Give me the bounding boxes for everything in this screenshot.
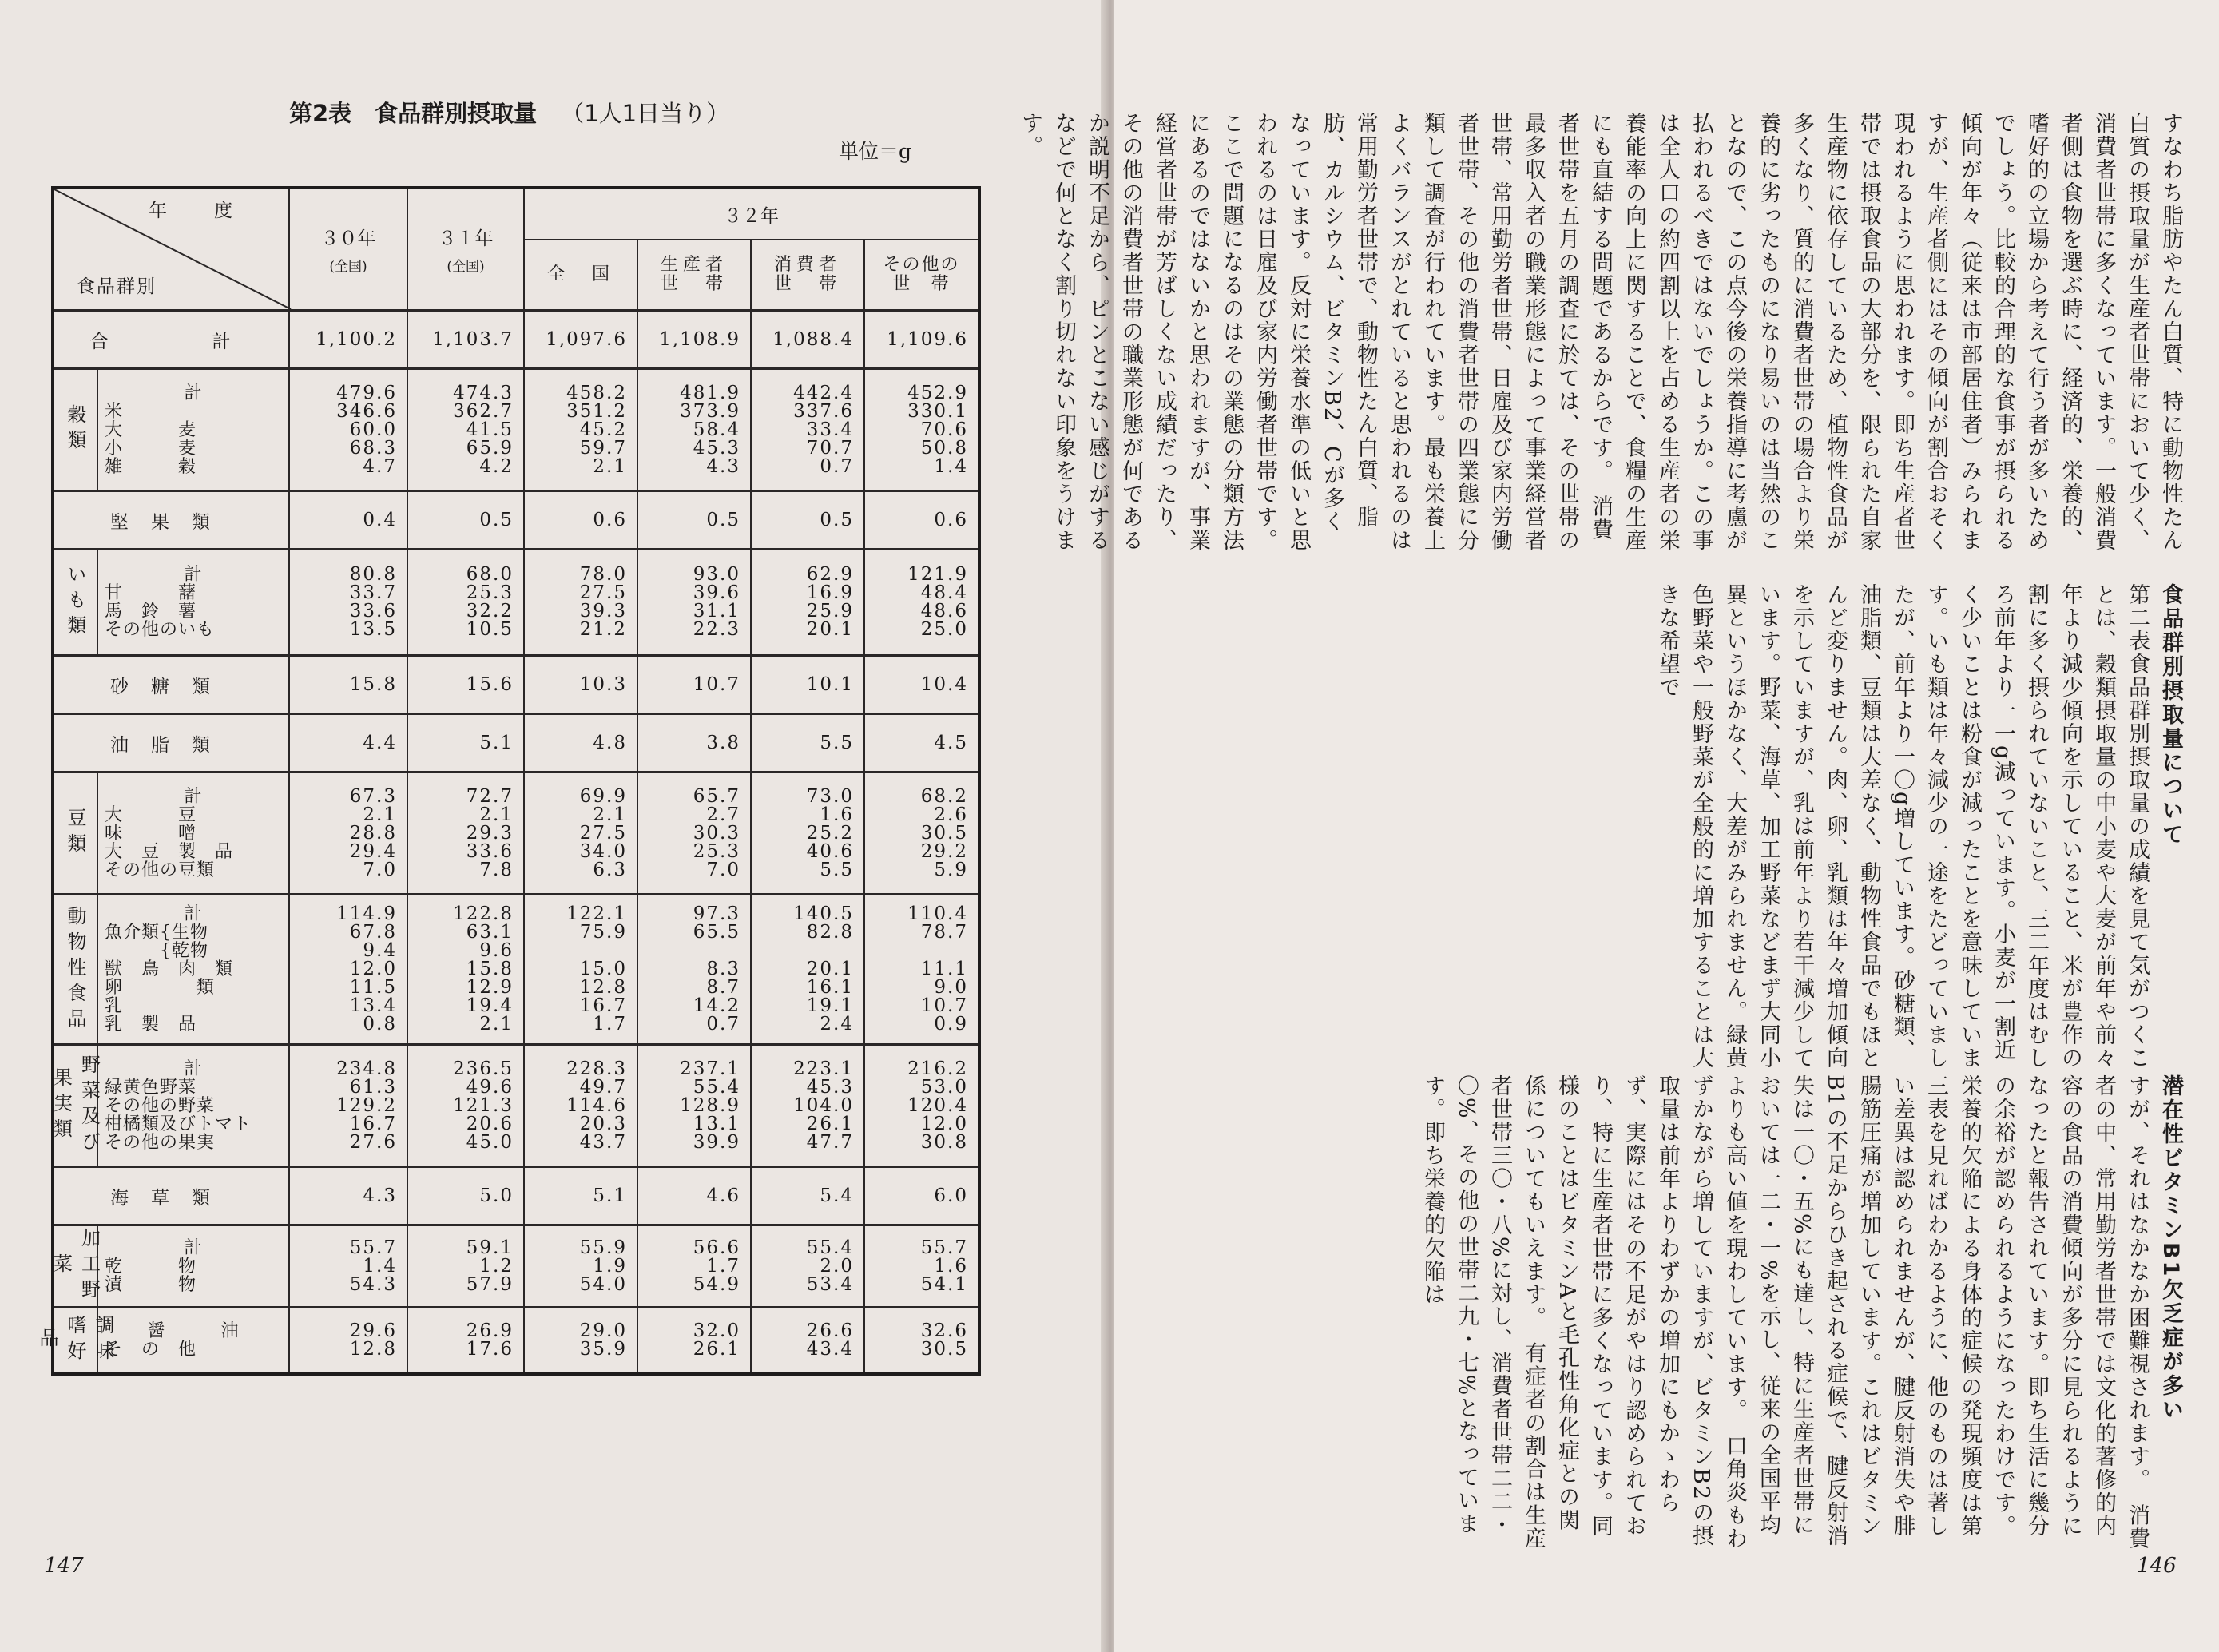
cell-y30: 4.3 [289, 1167, 407, 1225]
row-item-label: 卵 類 [105, 978, 216, 998]
row-group-label: 加工野菜 [53, 1225, 97, 1308]
section-heading-vitamin-b1: 潜在性ビタミンB1欠乏症が多い [2158, 1074, 2183, 1423]
header-all: 全 国 [524, 240, 637, 311]
cell-y30: 479.6 346.6 60.0 68.3 4.7 [289, 369, 407, 491]
table-row [53, 1225, 979, 1308]
cell-all: 55.9 1.9 54.0 [524, 1225, 637, 1308]
cell-prod: 0.5 [637, 491, 751, 550]
cell-prod: 32.0 26.1 [637, 1308, 751, 1375]
row-item-label: その他の豆類 [105, 860, 216, 880]
header-producer: 生産者 世 帯 [637, 240, 751, 311]
row-group-label: いも類 [53, 550, 97, 656]
cell-cons: 26.6 43.4 [751, 1308, 864, 1375]
cell-y31: 474.3 362.7 41.5 65.9 4.2 [407, 369, 524, 491]
row-item-label: 大 麦 [105, 419, 197, 440]
cell-other: 452.9 330.1 70.6 50.8 1.4 [864, 369, 979, 491]
cell-other: 1,109.6 [864, 311, 979, 369]
row-item-labels [97, 1045, 289, 1167]
table-row [53, 369, 979, 491]
cell-cons: 73.0 1.6 25.2 40.6 5.5 [751, 772, 864, 895]
cell-other: 110.4 78.7 11.1 9.0 10.7 0.9 [864, 895, 979, 1045]
row-item-label: 乳 製 品 [105, 1015, 197, 1034]
row-item-label: 漬 物 [105, 1274, 197, 1295]
text-lower-block [1197, 1074, 2187, 1554]
cell-all: 122.1 75.9 15.0 12.8 16.7 1.7 [524, 895, 637, 1045]
table-row [53, 772, 979, 895]
row-item-labels [97, 1225, 289, 1308]
row-item-label: 計 [184, 1058, 203, 1079]
header-group-label: 食品群別 [77, 276, 157, 297]
row-item-label: 味 噌 [105, 823, 197, 844]
cell-y31: 68.0 25.3 32.2 10.5 [407, 550, 524, 656]
header-diagonal-cell [53, 188, 289, 311]
cell-y31: 72.7 2.1 29.3 33.6 7.8 [407, 772, 524, 895]
row-item-label: 計 [184, 1237, 203, 1258]
cell-other: 55.7 1.6 54.1 [864, 1225, 979, 1308]
table-row [53, 311, 979, 369]
table-title [289, 96, 729, 129]
cell-all: 78.0 27.5 39.3 21.2 [524, 550, 637, 656]
cell-all: 69.9 2.1 27.5 34.0 6.3 [524, 772, 637, 895]
table-row [53, 1308, 979, 1375]
cell-prod: 10.7 [637, 656, 751, 714]
cell-y31: 1,103.7 [407, 311, 524, 369]
row-item-label: 大 豆 製 品 [105, 841, 234, 862]
row-item-labels [97, 1308, 289, 1375]
header-y31-label: ３１年 [438, 228, 494, 249]
cell-all: 228.3 49.7 114.6 20.3 43.7 [524, 1045, 637, 1167]
table-title-text: 第2表 食品群別摂取量 [289, 100, 538, 127]
paragraph-middle: 第二表食品群別摂取量の成績を見て気がつくことは、穀類摂取量の中小麦や大麦が前年や前々年より減少傾向を示していること、米が豊作の割に多く摂られていないこと、三二年度はむしろ前年より一一g減っています。小麦が一割近く少いことは粉食が減ったことを意味しています。いも類は年々減少の一途をたどっていましたが、前年より一〇g増しています。砂糖類、油脂類、豆類は大差なく、動物性食品でもほとんど変りません。肉、卵、乳類は年々増加傾向を示していますが、乳は前年より若干減少しています。野菜、海草、加工野菜などまず大同小異というほかなく、大差がみられません。緑黄色野菜や一般野菜が全般的に増加することは大きな希望で [1655, 583, 2150, 1070]
page-number-right: 146 [2137, 1554, 2177, 1578]
row-group-label: 堅果類 [53, 491, 289, 550]
row-group-label: 野菜及び果実類 [53, 1045, 97, 1167]
table-row [53, 714, 979, 772]
header-other: その他の 世 帯 [864, 240, 979, 311]
cell-y31: 236.5 49.6 121.3 20.6 45.0 [407, 1045, 524, 1167]
cell-prod: 237.1 55.4 128.9 13.1 39.9 [637, 1045, 751, 1167]
row-item-label: 大 豆 [105, 804, 197, 825]
cell-all: 4.8 [524, 714, 637, 772]
table-row [53, 491, 979, 550]
cell-y30: 15.8 [289, 656, 407, 714]
table-header-row-1 [53, 188, 979, 240]
table-row [53, 1167, 979, 1225]
cell-other: 4.5 [864, 714, 979, 772]
row-item-label: その他の野菜 [105, 1095, 216, 1116]
cell-other: 6.0 [864, 1167, 979, 1225]
cell-cons: 10.1 [751, 656, 864, 714]
row-item-label: 乾 物 [105, 1256, 197, 1277]
table-row [53, 1045, 979, 1167]
row-item-label: 計 [184, 383, 203, 403]
row-item-label: {乾物 [105, 941, 208, 961]
table-subtitle: （1人1日当り） [561, 100, 730, 127]
row-group-label: 海草類 [53, 1167, 289, 1225]
cell-cons: 223.1 45.3 104.0 26.1 47.7 [751, 1045, 864, 1167]
row-item-label: 甘 藷 [105, 583, 197, 603]
cell-y31: 59.1 1.2 57.9 [407, 1225, 524, 1308]
cell-prod: 56.6 1.7 54.9 [637, 1225, 751, 1308]
row-item-label: 馬 鈴 薯 [105, 602, 197, 621]
row-group-label: 合 計 [53, 311, 289, 369]
text-middle-block [1197, 583, 2187, 1078]
header-consumer: 消費者 世 帯 [751, 240, 864, 311]
cell-prod: 97.3 65.5 8.3 8.7 14.2 0.7 [637, 895, 751, 1045]
cell-cons: 0.5 [751, 491, 864, 550]
food-intake-table [36, 186, 981, 1376]
cell-y30: 1,100.2 [289, 311, 407, 369]
cell-cons: 442.4 337.6 33.4 70.7 0.7 [751, 369, 864, 491]
row-item-label: その他のいも [105, 620, 216, 640]
cell-y30: 4.4 [289, 714, 407, 772]
cell-cons: 5.5 [751, 714, 864, 772]
page-number-left: 147 [44, 1554, 84, 1578]
table-unit: 単位＝g [839, 140, 912, 163]
cell-other: 68.2 2.6 30.5 29.2 5.9 [864, 772, 979, 895]
text-upper-block [1018, 112, 2187, 565]
header-y30 [289, 188, 407, 311]
cell-all: 10.3 [524, 656, 637, 714]
cell-y30: 0.4 [289, 491, 407, 550]
row-item-label: 雑 穀 [105, 456, 197, 477]
row-item-label: 魚介類{生物 [105, 923, 208, 943]
cell-prod: 4.6 [637, 1167, 751, 1225]
cell-cons: 140.5 82.8 20.1 16.1 19.1 2.4 [751, 895, 864, 1045]
cell-y31: 26.9 17.6 [407, 1308, 524, 1375]
row-group-label: 穀類 [53, 369, 97, 491]
row-group-label: 豆類 [53, 772, 97, 895]
cell-y30: 234.8 61.3 129.2 16.7 27.6 [289, 1045, 407, 1167]
cell-other: 121.9 48.4 48.6 25.0 [864, 550, 979, 656]
row-group-label: 油脂類 [53, 714, 289, 772]
section-heading-food-groups: 食品群別摂取量について [2158, 583, 2183, 847]
cell-cons: 62.9 16.9 25.9 20.1 [751, 550, 864, 656]
row-item-label: 柑橘類及びトマト [105, 1114, 252, 1134]
cell-y30: 55.7 1.4 54.3 [289, 1225, 407, 1308]
cell-other: 10.4 [864, 656, 979, 714]
header-y31 [407, 188, 524, 311]
row-item-labels [97, 550, 289, 656]
cell-cons: 1,088.4 [751, 311, 864, 369]
table-row [53, 656, 979, 714]
row-item-label: 乳 [105, 996, 179, 1016]
cell-prod: 93.0 39.6 31.1 22.3 [637, 550, 751, 656]
cell-y30: 29.6 12.8 [289, 1308, 407, 1375]
row-group-label: 調味嗜好品 [53, 1308, 97, 1375]
header-y30-sub: (全国) [329, 259, 367, 275]
paragraph-lower: すが、それはなかなか困難視されます。 消費者の中、常用勤労者世帯では文化的著修的内容の食品の消費傾向が多分に見られるようになったと報告されています。即ち生活に幾分の余裕が認められるようになったわけです。 栄養的欠陥による身体的症候の発現頻度は第三表を見ればわかるように、他のものは著しい差異は認められませんが、腱反射消失や腓腸筋圧痛が増加しています。これはビタミンB1の不足からひき起される症候で、腱反射消失は一〇・五%にも達し、特に生産者世帯においては一二・一%を示し、従来の全国平均よりも高い値を現わしています。 口角炎もわずかながら増していますが、ビタミンB2の摂取量は前年よりわずかの増加にもかゝわらず、実際にはその不足がやはり認められており、特に生産者世帯に多くなっています。同様のことはビタミンAと毛孔性角化症との関係についてもいえます。 有症者の割合は生産者世帯三〇・八%に対し、消費者世帯二二・〇%、その他の世帯二九・七%となっています。即ち栄養的欠陥は [1420, 1074, 2150, 1551]
cell-all: 5.1 [524, 1167, 637, 1225]
cell-prod: 3.8 [637, 714, 751, 772]
cell-all: 458.2 351.2 45.2 59.7 2.1 [524, 369, 637, 491]
cell-cons: 55.4 2.0 53.4 [751, 1225, 864, 1308]
cell-y31: 15.6 [407, 656, 524, 714]
cell-all: 0.6 [524, 491, 637, 550]
cell-other: 32.6 30.5 [864, 1308, 979, 1375]
row-item-labels [97, 772, 289, 895]
cell-other: 0.6 [864, 491, 979, 550]
cell-y31: 122.8 63.1 9.6 15.8 12.9 19.4 2.1 [407, 895, 524, 1045]
cell-y30: 67.3 2.1 28.8 29.4 7.0 [289, 772, 407, 895]
row-item-label: 米 [105, 401, 124, 422]
row-item-label: 計 [184, 904, 203, 924]
cell-y30: 114.9 67.8 9.4 12.0 11.5 13.4 0.8 [289, 895, 407, 1045]
header-year-label: 年 度 [149, 201, 247, 221]
row-group-label: 砂糖類 [53, 656, 289, 714]
row-item-label: 計 [184, 565, 203, 585]
cell-y31: 5.0 [407, 1167, 524, 1225]
header-y30-label: ３０年 [320, 228, 376, 249]
header-y31-sub: (全国) [447, 259, 485, 275]
row-item-labels [97, 895, 289, 1045]
cell-other: 216.2 53.0 120.4 12.0 30.8 [864, 1045, 979, 1167]
row-item-label: 計 [184, 786, 203, 807]
row-item-label: 醤 油 [147, 1321, 240, 1341]
row-item-label: そ の 他 [105, 1340, 197, 1360]
cell-all: 29.0 35.9 [524, 1308, 637, 1375]
row-item-label: 小 麦 [105, 438, 197, 459]
row-item-label: その他の果実 [105, 1132, 216, 1153]
paragraph-upper: すなわち脂肪やたん白質、特に動物性たん白質の摂取量が生産者世帯において少く、消費者世帯に多くなっています。一般消費者側は食物を選ぶ時に、経済的、栄養的、嗜好的の立場から考えて行う者が多いためでしょう。比較的合理的な食事が摂られる傾向が年々（従来は市部居住者）みられますが、生産者側にはその傾向が割合おそく現われるように思われます。即ち生産者世帯では摂取食品の大部分を、限られた自家生産物に依存しているため、植物性食品が多くなり、質的に消費者世帯の場合より栄養的に劣ったものになり易いのは当然のことなので、この点今後の栄養指導に考慮が払われるべきではないでしょうか。この事は全人口の約四割以上を占める生産者の栄養能率の向上に関することで、食糧の生産にも直結する問題であるからです。 消費者世帯を五月の調査に於ては、その世帯の最多収入者の職業形態によって事業経営者世帯、常用勤労者世帯、日雇及び家内労働者世帯、その他の消費者世帯の四業態に分類して調査が行われています。最も栄養上よくバランスがとれていると思われるのは常用勤労者世帯で、動物性たん白質、脂肪、カルシウム、ビタミンB2、Cが多くなっています。反対に栄養水準の低いと思われるのは日雇及び家内労働者世帯です。 ここで問題になるのはその業態の分類方法にあるのではないかと思われますが、事業経営者世帯が芳ばしくない成績だったり、その他の消費者世帯の職業形態が何であるか説明不足から、ピンとこない感じがするなどで何となく割り切れない印象をうけます。 [1018, 112, 2183, 565]
table-row [53, 895, 979, 1045]
cell-y31: 0.5 [407, 491, 524, 550]
row-item-label: 緑黄色野菜 [105, 1077, 197, 1098]
row-group-label: 動物性食品 [53, 895, 97, 1045]
cell-prod: 65.7 2.7 30.3 25.3 7.0 [637, 772, 751, 895]
cell-cons: 5.4 [751, 1167, 864, 1225]
cell-prod: 1,108.9 [637, 311, 751, 369]
header-y32: ３２年 [524, 188, 979, 240]
cell-prod: 481.9 373.9 58.4 45.3 4.3 [637, 369, 751, 491]
table-row [53, 550, 979, 656]
row-item-labels [97, 369, 289, 491]
row-item-label: 獣 鳥 肉 類 [105, 959, 234, 979]
cell-y30: 80.8 33.7 33.6 13.5 [289, 550, 407, 656]
cell-all: 1,097.6 [524, 311, 637, 369]
table-body [36, 311, 979, 1375]
cell-y31: 5.1 [407, 714, 524, 772]
